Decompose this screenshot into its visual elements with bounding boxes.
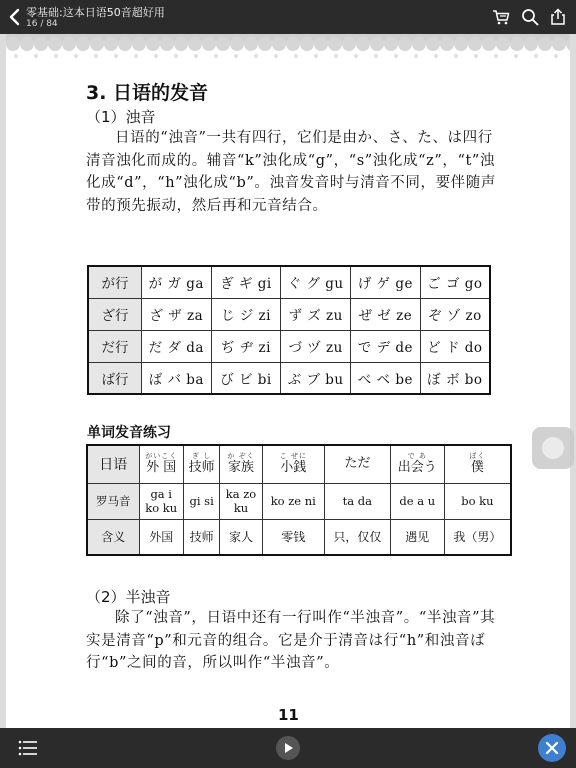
word-cell-meaning: 家人 [220, 519, 262, 555]
lace-dot [434, 54, 438, 58]
lace-scallop [146, 37, 160, 51]
dakuon-cell: ぜ ゼ ze [351, 298, 421, 330]
word-cell-meaning: 零钱 [262, 519, 324, 555]
row-head-romaji: 罗马音 [87, 483, 139, 519]
lace-scallop [454, 37, 468, 51]
lace-dot [54, 54, 58, 58]
dakuon-cell: ば バ ba [141, 362, 211, 394]
lace-dot [14, 54, 18, 58]
lace-scallop [174, 37, 188, 51]
dakuon-table [87, 265, 491, 395]
lace-scallop [118, 37, 132, 51]
dakuon-cell: だ ダ da [141, 330, 211, 362]
lace-scallop [90, 37, 104, 51]
romaji-line: ku [233, 501, 249, 515]
romaji-line: de a u [399, 494, 436, 508]
lace-dot [534, 54, 538, 58]
word-row-japanese [87, 445, 511, 483]
lace-scallop [426, 37, 440, 51]
lace-scallop [76, 37, 90, 51]
lace-dot [274, 54, 278, 58]
lace-scallop [342, 37, 356, 51]
romaji-line: ta da [342, 494, 373, 508]
section-title: 3. 日语的发音 [86, 82, 209, 104]
dakuon-cell: づ ヅ zu [281, 330, 351, 362]
romaji-line: ga i [150, 487, 172, 501]
word-text: 家族 [227, 460, 254, 476]
lace-dot [234, 54, 238, 58]
lace-dot [94, 54, 98, 58]
lace-scallop [202, 37, 216, 51]
lace-scallop [132, 37, 146, 51]
dakuon-cell: で デ de [351, 330, 421, 362]
lace-scallop [34, 37, 48, 51]
lace-scallop [524, 37, 538, 51]
row-head-japanese: 日语 [87, 445, 139, 483]
word-text: 僕 [470, 460, 484, 476]
word-cell-japanese [139, 445, 183, 483]
lace-scallop [468, 37, 482, 51]
lace-scallop [62, 37, 76, 51]
lace-scallop [48, 37, 62, 51]
lace-scallop [6, 37, 20, 51]
book-page [6, 34, 570, 728]
dakuon-cell: ぞ ゾ zo [420, 298, 490, 330]
subsection-title-dakuon: （1）浊音 [86, 108, 156, 126]
word-practice-title: 单词发音练习 [87, 425, 171, 441]
lace-scallop [384, 37, 398, 51]
dakuon-row [88, 298, 490, 330]
lace-scallop [258, 37, 272, 51]
lace-dot [134, 54, 138, 58]
word-ruby: がいこく [145, 452, 178, 461]
lace-dot [554, 54, 558, 58]
lace-scallop [398, 37, 412, 51]
lace-scallop [552, 37, 566, 51]
word-row-meaning [87, 519, 511, 555]
top-toolbar [0, 0, 576, 34]
floating-assist-button[interactable] [532, 427, 574, 469]
romaji-line: ko ku [145, 501, 178, 515]
word-cell-meaning: 只，仅仅 [324, 519, 390, 555]
dakuon-cell: が ガ ga [141, 266, 211, 298]
word-text: ただ [344, 456, 371, 472]
word-cell-romaji [262, 483, 324, 519]
subsection-title-handakuon: （2）半浊音 [86, 588, 171, 606]
dakuon-cell: べ ベ be [351, 362, 421, 394]
lace-scallop [230, 37, 244, 51]
dakuon-cell: じ ジ zi [211, 298, 281, 330]
lace-scallop [496, 37, 510, 51]
lace-dot [394, 54, 398, 58]
lace-dot [194, 54, 198, 58]
lace-scallop [482, 37, 496, 51]
word-text: 出会う [397, 460, 437, 476]
dakuon-row-head: ば行 [88, 362, 141, 394]
romaji-line: ka zo [225, 487, 257, 501]
word-cell-japanese [324, 445, 390, 483]
word-cell-romaji [183, 483, 219, 519]
lace-scallop [440, 37, 454, 51]
word-cell-meaning: 技师 [183, 519, 219, 555]
close-icon [538, 734, 566, 762]
romaji-line: bo ku [461, 494, 494, 508]
page-number: 11 [278, 706, 299, 724]
word-cell-japanese [183, 445, 219, 483]
cart-icon[interactable] [492, 8, 510, 26]
word-cell-romaji [220, 483, 262, 519]
lace-scallop [356, 37, 370, 51]
lace-dot [254, 54, 258, 58]
bottom-toolbar [0, 728, 576, 768]
word-ruby: で あ [407, 452, 427, 461]
dakuon-cell: ぼ ボ bo [420, 362, 490, 394]
word-text: 技师 [188, 460, 215, 476]
lace-dot [34, 54, 38, 58]
word-cell-romaji [390, 483, 444, 519]
dakuon-cell: ぢ ヂ zi [211, 330, 281, 362]
lace-scallop [286, 37, 300, 51]
word-cell-japanese [390, 445, 444, 483]
play-icon [276, 736, 300, 760]
word-cell-meaning: 外国 [139, 519, 183, 555]
handakuon-paragraph: 除了“浊音”，日语中还有一行叫作“半浊音”。“半浊音”其实是清音“p”和元音的组合。它是介于清音は行“h”和浊音ば行“b”之间的音，所以叫作“半浊音”。 [86, 610, 496, 671]
lace-dot [414, 54, 418, 58]
lace-dot [354, 54, 358, 58]
word-ruby: ぼく [469, 452, 486, 461]
close-button[interactable] [538, 734, 566, 762]
chevron-left-icon[interactable] [6, 7, 24, 27]
dakuon-cell: び ビ bi [211, 362, 281, 394]
word-cell-meaning: 我（男） [444, 519, 511, 555]
lace-dot [374, 54, 378, 58]
lace-scallop [370, 37, 384, 51]
word-cell-japanese [220, 445, 262, 483]
lace-scallop [328, 37, 342, 51]
dakuon-cell: ぐ グ gu [281, 266, 351, 298]
play-button[interactable] [276, 736, 300, 760]
word-practice-table [86, 444, 512, 556]
dakuon-cell: ど ド do [420, 330, 490, 362]
dakuon-cell: ご ゴ go [420, 266, 490, 298]
romaji-line: gi si [189, 494, 214, 508]
word-ruby: こ ぜに [279, 452, 307, 461]
assist-dot-icon [542, 437, 564, 459]
romaji-line: ko ze ni [270, 494, 316, 508]
dakuon-row-head: だ行 [88, 330, 141, 362]
word-cell-romaji [139, 483, 183, 519]
lace-scallop [314, 37, 328, 51]
lace-dot [454, 54, 458, 58]
lace-scallop [244, 37, 258, 51]
lace-dot [314, 54, 318, 58]
dakuon-row [88, 362, 490, 394]
lace-dot [214, 54, 218, 58]
lace-dot [114, 54, 118, 58]
lace-scallop [20, 37, 34, 51]
word-row-romaji [87, 483, 511, 519]
word-text: 外 国 [146, 460, 177, 476]
dakuon-row [88, 266, 490, 298]
lace-dot [294, 54, 298, 58]
lace-scallop [272, 37, 286, 51]
lace-dot [514, 54, 518, 58]
dakuon-row-head: が行 [88, 266, 141, 298]
lace-scallop [160, 37, 174, 51]
dakuon-paragraph: 日语的“浊音”一共有四行，它们是由か、さ、た、は四行清音浊化而成的。辅音“k”浊化成“g”，“s”浊化成“z”，“t”浊化成“d”，“h”浊化成“b”。浊音发音时与清音不同，要伴随声带的预先振动，然后再和元音结合。 [86, 130, 496, 214]
dakuon-cell: げ ゲ ge [351, 266, 421, 298]
lace-dot [494, 54, 498, 58]
lace-dot [174, 54, 178, 58]
dakuon-row-head: ざ行 [88, 298, 141, 330]
page-indicator: 16 / 84 [26, 19, 58, 29]
word-ruby: か ぞく [227, 452, 255, 461]
lace-dot [74, 54, 78, 58]
word-cell-japanese [444, 445, 511, 483]
row-head-meaning: 含义 [87, 519, 139, 555]
list-icon[interactable] [18, 740, 38, 756]
dakuon-cell: ぶ ブ bu [281, 362, 351, 394]
lace-scallop [104, 37, 118, 51]
lace-scallop [538, 37, 552, 51]
word-ruby: ぎ し [192, 452, 212, 461]
lace-scallop [188, 37, 202, 51]
lace-dot [334, 54, 338, 58]
dakuon-cell: ず ズ zu [281, 298, 351, 330]
word-cell-romaji [444, 483, 511, 519]
lace-border-decoration [6, 34, 570, 64]
lace-scallop [412, 37, 426, 51]
book-title: 零基础:这本日语50音超好用 [26, 6, 165, 19]
word-cell-japanese [262, 445, 324, 483]
lace-dot [474, 54, 478, 58]
share-icon[interactable] [549, 8, 567, 26]
word-text: 小銭 [280, 460, 307, 476]
word-cell-meaning: 遇见 [390, 519, 444, 555]
lace-scallop [216, 37, 230, 51]
lace-dot [154, 54, 158, 58]
word-cell-romaji [324, 483, 390, 519]
dakuon-row [88, 330, 490, 362]
dakuon-cell: ざ ザ za [141, 298, 211, 330]
dakuon-cell: ぎ ギ gi [211, 266, 281, 298]
lace-scallop [300, 37, 314, 51]
search-icon[interactable] [521, 8, 539, 26]
lace-scallop [510, 37, 524, 51]
